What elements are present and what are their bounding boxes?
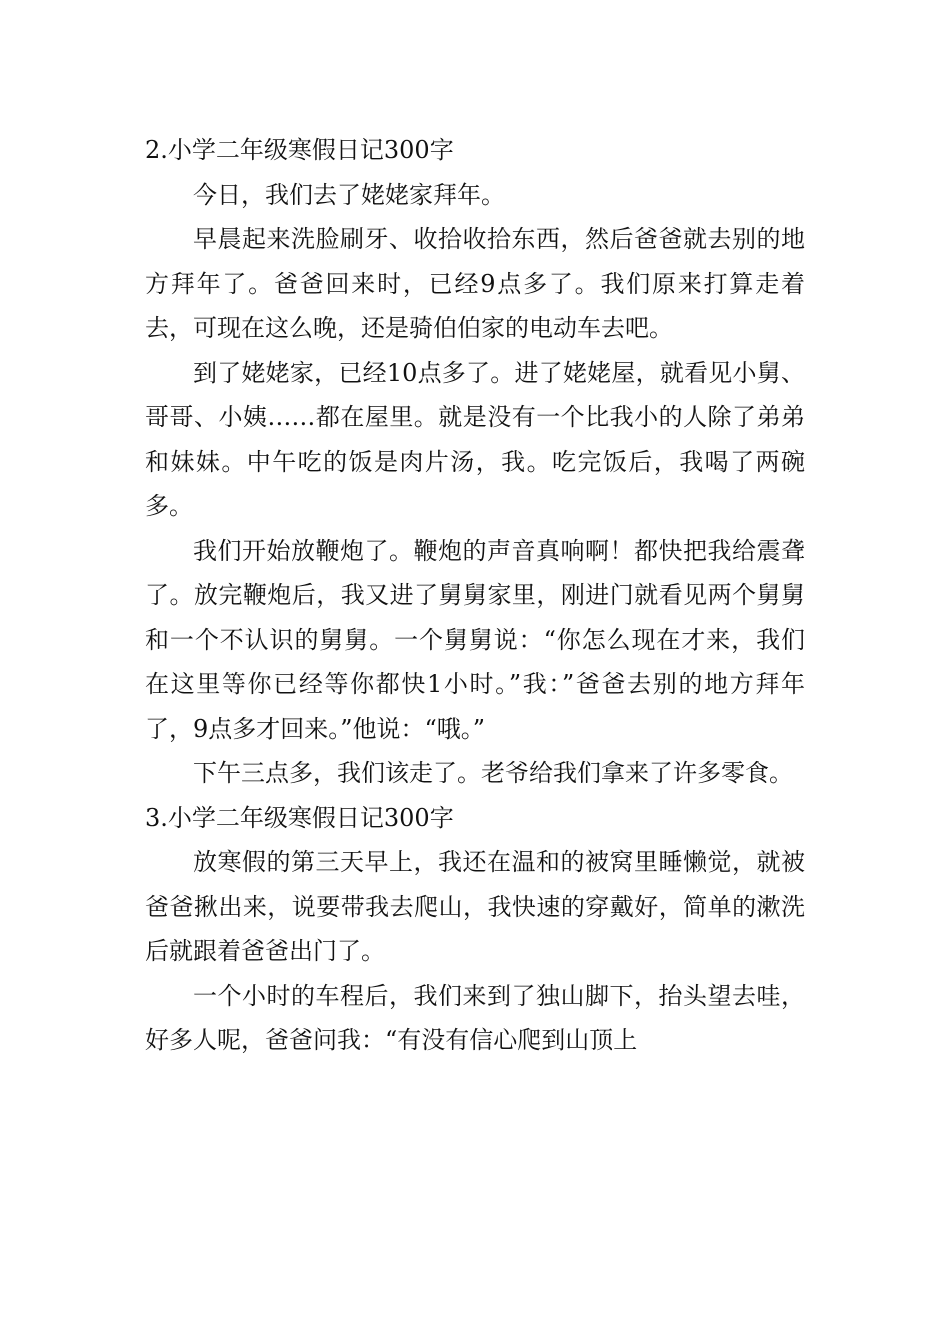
paragraph: 下午三点多，我们该走了。老爷给我们拿来了许多零食。 — [193, 759, 793, 787]
document-page — [145, 128, 805, 1063]
section-heading: 3.小学二年级寒假日记300字 — [145, 803, 454, 832]
paragraph: 今日，我们去了姥姥家拜年。 — [193, 180, 505, 209]
paragraph: 到了姥姥家，已经10点多了。进了姥姥屋，就看见小舅、哥哥、小姨……都在屋里。就是没有一个比我小的人除了弟弟和妹妹。中午吃的饭是肉片汤，我。吃完饭后，我喝了两碗多。 — [145, 358, 805, 520]
paragraph: 我们开始放鞭炮了。鞭炮的声音真响啊！都快把我给震聋了。放完鞭炮后，我又进了舅舅家里，刚进门就看见两个舅舅和一个不认识的舅舅。一个舅舅说：“你怎么现在才来，我们在这里等你已经等你都快1小时。”我：”爸爸去别的地方拜年了，9点多才回来。”他说：“哦。” — [145, 536, 805, 743]
paragraph: 早晨起来洗脸刷牙、收拾收拾东西，然后爸爸就去别的地方拜年了。爸爸回来时，已经9点多了。我们原来打算走着去，可现在这么晚，还是骑伯伯家的电动车去吧。 — [145, 225, 805, 342]
paragraph: 一个小时的车程后，我们来到了独山脚下，抬头望去哇，好多人呢，爸爸问我：“有没有信心爬到山顶上 — [145, 981, 805, 1054]
diary-section-3 — [145, 796, 805, 1063]
paragraph: 放寒假的第三天早上，我还在温和的被窝里睡懒觉，就被爸爸揪出来，说要带我去爬山，我快速的穿戴好，简单的漱洗后就跟着爸爸出门了。 — [145, 848, 805, 965]
diary-section-2 — [145, 128, 805, 796]
section-heading: 2.小学二年级寒假日记300字 — [145, 136, 454, 164]
